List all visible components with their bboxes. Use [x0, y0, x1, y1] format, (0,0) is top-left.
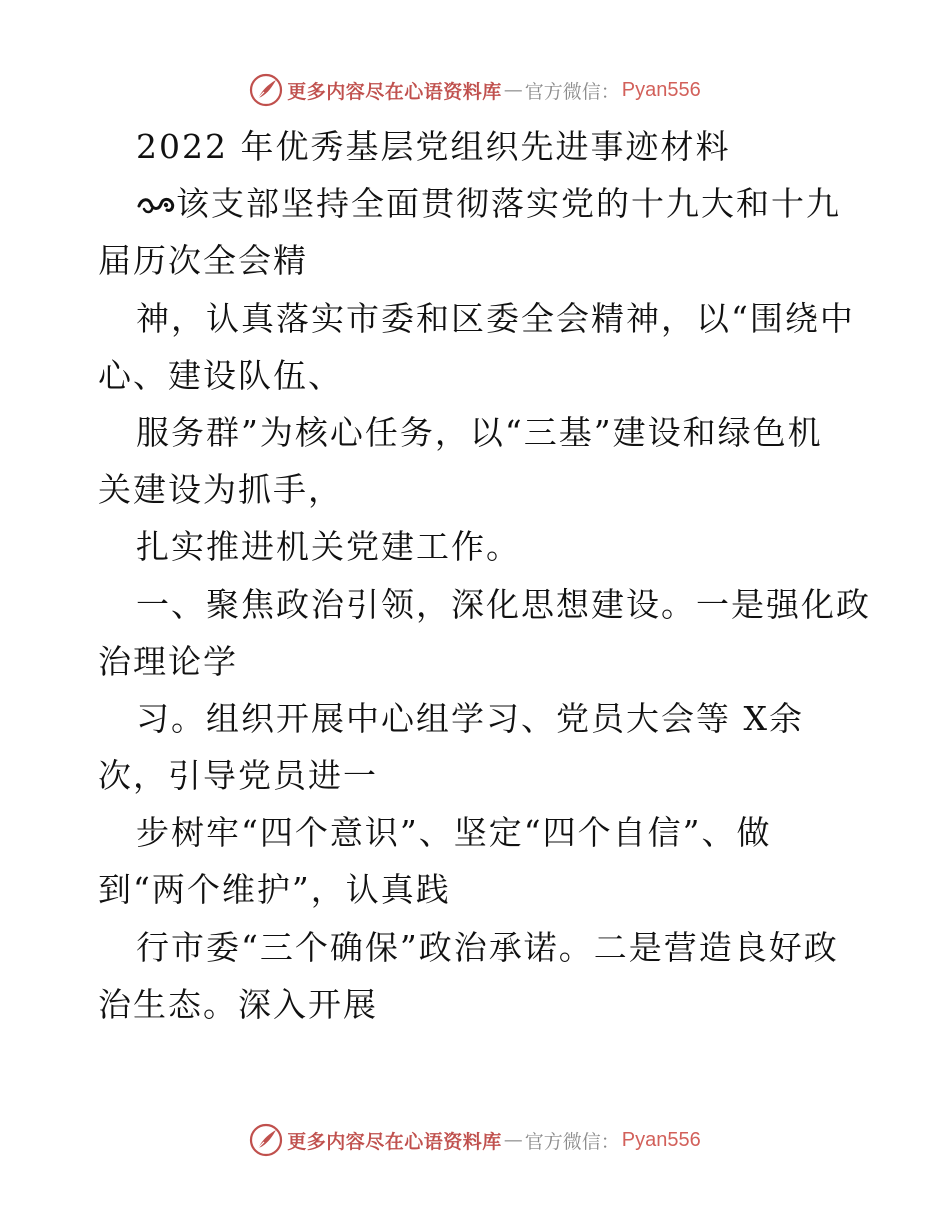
header-banner	[0, 68, 950, 112]
text-line-15: 治生态。深入开展	[98, 984, 378, 1024]
brand-text: 更多内容尽在心语资料库	[287, 80, 502, 103]
text-line-12: 步树牢“四个意识”、坚定“四个自信”、做	[136, 813, 772, 853]
text-line-5: 服务群”为核心任务，以“三基”建设和绿色机	[136, 412, 823, 452]
quill-pen-icon	[249, 1123, 283, 1157]
banner-separator: —	[503, 79, 523, 101]
brand-text: 更多内容尽在心语资料库	[287, 1130, 502, 1153]
text-line-2: 届历次全会精	[98, 241, 308, 281]
document-body	[98, 118, 918, 1033]
document-title: 2022 年优秀基层党组织先进事迹材料	[136, 127, 731, 166]
text-line-13: 到“两个维护”，认真践	[98, 870, 451, 910]
wechat-id: Pyan556	[621, 1128, 701, 1151]
wechat-id: Pyan556	[621, 78, 701, 101]
footer-banner	[0, 1118, 950, 1162]
text-line-1-content: 该支部坚持全面贯彻落实党的十九大和十九	[176, 184, 841, 224]
text-line-9: 治理论学	[98, 641, 238, 681]
text-line-6: 关建设为抓手，	[98, 470, 343, 510]
text-line-11: 次，引导党员进一	[98, 756, 378, 796]
wechat-label: 官方微信：	[524, 80, 620, 103]
quill-pen-icon	[249, 73, 283, 107]
text-line-1	[98, 175, 918, 232]
text-line-8: 一、聚焦政治引领，深化思想建设。一是强化政	[136, 584, 871, 624]
text-line-3: 神，认真落实市委和区委全会精神，以“围绕中	[136, 298, 855, 338]
banner-separator: —	[503, 1129, 523, 1151]
text-line-7: 扎实推进机关党建工作。	[136, 527, 521, 567]
text-line-4: 心、建设队伍、	[98, 355, 343, 395]
text-line-14: 行市委“三个确保”政治承诺。二是营造良好政	[136, 927, 839, 967]
ornament-icon	[136, 189, 176, 219]
text-line-10: 习。组织开展中心组学习、党员大会等 X余	[136, 698, 804, 738]
wechat-label: 官方微信：	[524, 1130, 620, 1153]
